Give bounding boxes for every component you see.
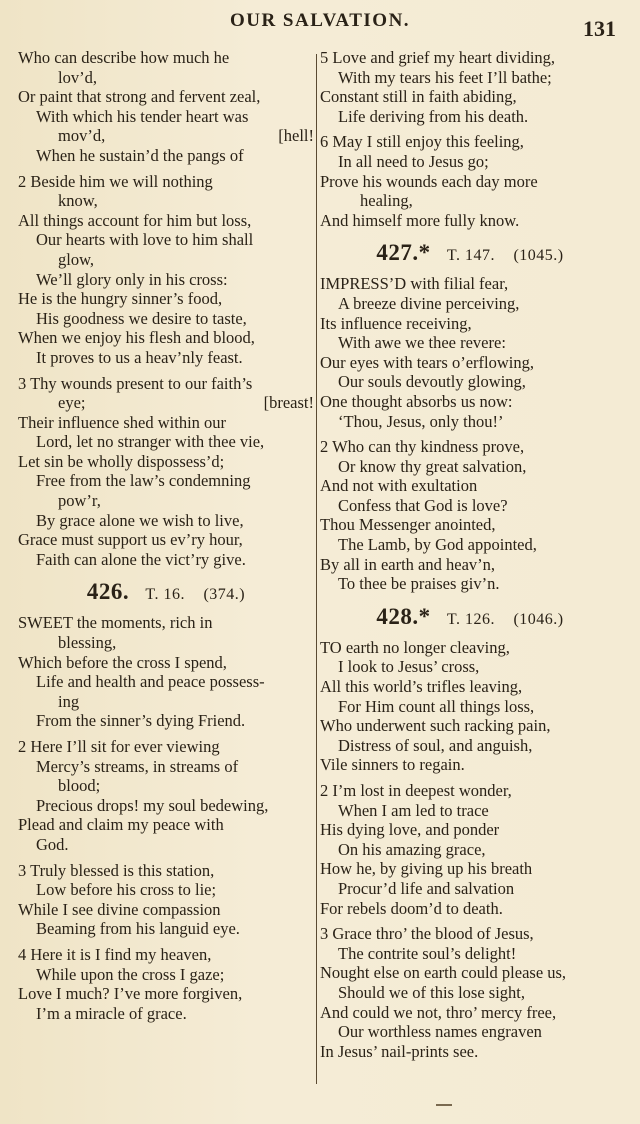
- verse-line: In all need to Jesus go;: [338, 151, 489, 171]
- verse-line: Who underwent such racking pain,: [320, 716, 551, 736]
- verse-line: How he, by giving up his breath: [320, 859, 533, 879]
- verse-line: While upon the cross I gaze;: [36, 964, 225, 984]
- verse-line: Their influence shed within our: [18, 412, 227, 432]
- verse-line: Mercy’s streams, in streams of: [36, 756, 239, 776]
- verse-line: Free from the law’s condemning: [36, 471, 251, 491]
- verse-line: 3 Thy wounds present to our faith’s: [18, 373, 253, 393]
- verse-line: pow’r,: [58, 491, 101, 511]
- printer-mark: [436, 1104, 452, 1106]
- verse-line: SWEET the moments, rich in: [18, 613, 213, 633]
- verse-line: mov’d, [hell!: [58, 126, 314, 146]
- stanza: [18, 48, 314, 166]
- verse-line: ‘Thou, Jesus, only thou!’: [338, 411, 504, 431]
- verse-line: Life deriving from his death.: [338, 106, 529, 126]
- verse-line: Love I much? I’ve more forgiven,: [18, 984, 243, 1004]
- verse-line: Thou Messenger anointed,: [320, 515, 496, 535]
- verse-line: Confess that God is love?: [338, 495, 508, 515]
- right-column: [320, 48, 620, 1067]
- verse-line: And himself more fully know.: [320, 210, 520, 230]
- verse-line: 4 Here it is I find my heaven,: [18, 944, 212, 964]
- hymn-number: 426.: [86, 579, 130, 605]
- left-column: [18, 48, 314, 1029]
- hymn-428: [320, 638, 620, 1061]
- hymn-header-427: [320, 240, 620, 266]
- verse-line: eye; [breast!: [58, 393, 314, 413]
- verse-line: 6 May I still enjoy this feeling,: [320, 132, 524, 152]
- verse-line: And not with exultation: [320, 476, 478, 496]
- verse-line: Distress of soul, and anguish,: [338, 735, 533, 755]
- stanza: [320, 781, 620, 918]
- verse-line: IMPRESS’D with filial fear,: [320, 274, 509, 294]
- verse-line: With which his tender heart was: [36, 106, 249, 126]
- verse-line: From the sinner’s dying Friend.: [36, 711, 246, 731]
- verse-line: Faith can alone the vict’ry give.: [36, 549, 246, 569]
- verse-line: Our hearts with love to him shall: [36, 230, 254, 250]
- verse-line: 2 Here I’ll sit for ever viewing: [18, 737, 220, 756]
- verse-line: In Jesus’ nail-prints see.: [320, 1041, 479, 1061]
- verse-line: Who can describe how much he: [18, 48, 230, 67]
- continued-hymn-right: [320, 48, 620, 230]
- verse-line: By all in earth and heav’n,: [320, 554, 496, 574]
- verse-line: Nought else on earth could please us,: [320, 963, 567, 983]
- verse-line: All this world’s trifles leaving,: [320, 677, 523, 697]
- hymn-header-428: [320, 604, 620, 630]
- verse-line: Which before the cross I spend,: [18, 652, 227, 672]
- hymn-reference: (1045.): [513, 247, 564, 265]
- verse-line: His goodness we desire to taste,: [36, 308, 247, 328]
- stanza: [18, 374, 314, 570]
- verse-line: While I see divine compassion: [18, 899, 221, 919]
- verse-line: Grace must support us ev’ry hour,: [18, 530, 243, 550]
- verse-line: And could we not, thro’ mercy free,: [320, 1002, 557, 1022]
- verse-line: Or paint that strong and fervent zeal,: [18, 87, 261, 107]
- verse-line: For Him count all things loss,: [338, 696, 535, 716]
- verse-line: Or know thy great salvation,: [338, 456, 527, 476]
- verse-line: 2 Beside him we will nothing: [18, 171, 213, 191]
- verse-line: When we enjoy his flesh and blood,: [18, 328, 255, 348]
- verse-line: Its influence receiving,: [320, 313, 472, 333]
- verse-line: I’m a miracle of grace.: [36, 1003, 187, 1023]
- verse-line: know,: [58, 191, 98, 211]
- verse-line: Let sin be wholly dispossess’d;: [18, 451, 225, 471]
- stanza: [18, 613, 314, 731]
- verse-line: healing,: [360, 191, 413, 211]
- verse-line: One thought absorbs us now:: [320, 391, 513, 411]
- hymn-number: 427.*: [376, 240, 431, 266]
- stanza: [320, 924, 620, 1061]
- verse-line: For rebels doom’d to death.: [320, 898, 503, 918]
- continued-hymn: [18, 48, 314, 569]
- verse-line: We’ll glory only in his cross:: [36, 269, 228, 289]
- verse-line: Beaming from his languid eye.: [36, 919, 240, 939]
- verse-line: Our souls devoutly glowing,: [338, 372, 526, 392]
- verse-line: To thee be praises giv’n.: [338, 574, 500, 594]
- verse-line: His dying love, and ponder: [320, 820, 500, 840]
- verse-line: He is the hungry sinner’s food,: [18, 289, 223, 309]
- verse-line: Constant still in faith abiding,: [320, 87, 517, 107]
- verse-line: 3 Truly blessed is this station,: [18, 860, 215, 880]
- verse-line: 5 Love and grief my heart dividing,: [320, 48, 556, 67]
- stanza: [320, 638, 620, 775]
- verse-line: With awe we thee revere:: [338, 333, 506, 353]
- verse-line: When I am led to trace: [338, 800, 489, 820]
- verse-line: Our eyes with tears o’erflowing,: [320, 352, 534, 372]
- verse-line: I look to Jesus’ cross,: [338, 657, 480, 677]
- verse-line: blessing,: [58, 633, 117, 653]
- verse-line: Should we of this lose sight,: [338, 982, 526, 1002]
- verse-line: Our worthless names engraven: [338, 1022, 542, 1042]
- verse-line: With my tears his feet I’ll bathe;: [338, 67, 552, 87]
- hymn-tune: T. 16.: [145, 586, 185, 604]
- column-divider: [316, 54, 317, 1084]
- verse-line: Precious drops! my soul bedewing,: [36, 795, 269, 815]
- hymn-reference: (374.): [203, 586, 246, 604]
- verse-line: By grace alone we wish to live,: [36, 510, 244, 530]
- verse-line: It proves to us a heav’nly feast.: [36, 347, 243, 367]
- verse-line: 2 Who can thy kindness prove,: [320, 437, 525, 457]
- verse-line: lov’d,: [58, 67, 97, 87]
- stanza: [18, 172, 314, 368]
- verse-line: Vile sinners to regain.: [320, 755, 465, 775]
- verse-line: On his amazing grace,: [338, 839, 486, 859]
- running-title: OUR SALVATION.: [229, 10, 411, 31]
- verse-line: A breeze divine perceiving,: [338, 293, 520, 313]
- stanza: [18, 737, 314, 855]
- hymn-reference: (1046.): [513, 610, 564, 628]
- hymn-number: 428.*: [376, 603, 431, 629]
- hymn-tune: T. 147.: [446, 247, 495, 265]
- verse-line: 3 Grace thro’ the blood of Jesus,: [320, 924, 534, 944]
- verse-line: The Lamb, by God appointed,: [338, 535, 537, 555]
- stanza: [320, 48, 620, 126]
- verse-line: God.: [36, 834, 69, 854]
- verse-line: Life and health and peace possess-: [36, 672, 265, 692]
- verse-line: ing: [58, 691, 80, 711]
- verse-line: The contrite soul’s delight!: [338, 943, 517, 963]
- stanza: [320, 437, 620, 594]
- verse-line: glow,: [58, 249, 95, 269]
- verse-line: Procur’d life and salvation: [338, 878, 515, 898]
- verse-line: All things account for him but loss,: [18, 210, 252, 230]
- hymn-tune: T. 126.: [446, 610, 495, 628]
- verse-line: When he sustain’d the pangs of: [36, 145, 244, 165]
- hymn-header-426: [18, 579, 314, 605]
- verse-line: 2 I’m lost in deepest wonder,: [320, 781, 512, 800]
- stanza: [320, 274, 620, 431]
- verse-line: Lord, let no stranger with thee vie,: [36, 432, 265, 452]
- verse-line: TO earth no longer cleaving,: [320, 637, 510, 657]
- verse-line: Prove his wounds each day more: [320, 171, 538, 191]
- page-number: 131: [583, 16, 616, 41]
- stanza: [18, 945, 314, 1023]
- verse-line: Low before his cross to lie;: [36, 880, 217, 900]
- verse-line: Plead and claim my peace with: [18, 815, 224, 835]
- verse-line: blood;: [58, 776, 101, 796]
- hymn-426: [18, 613, 314, 1023]
- stanza: [320, 132, 620, 230]
- hymn-427: [320, 274, 620, 594]
- stanza: [18, 861, 314, 939]
